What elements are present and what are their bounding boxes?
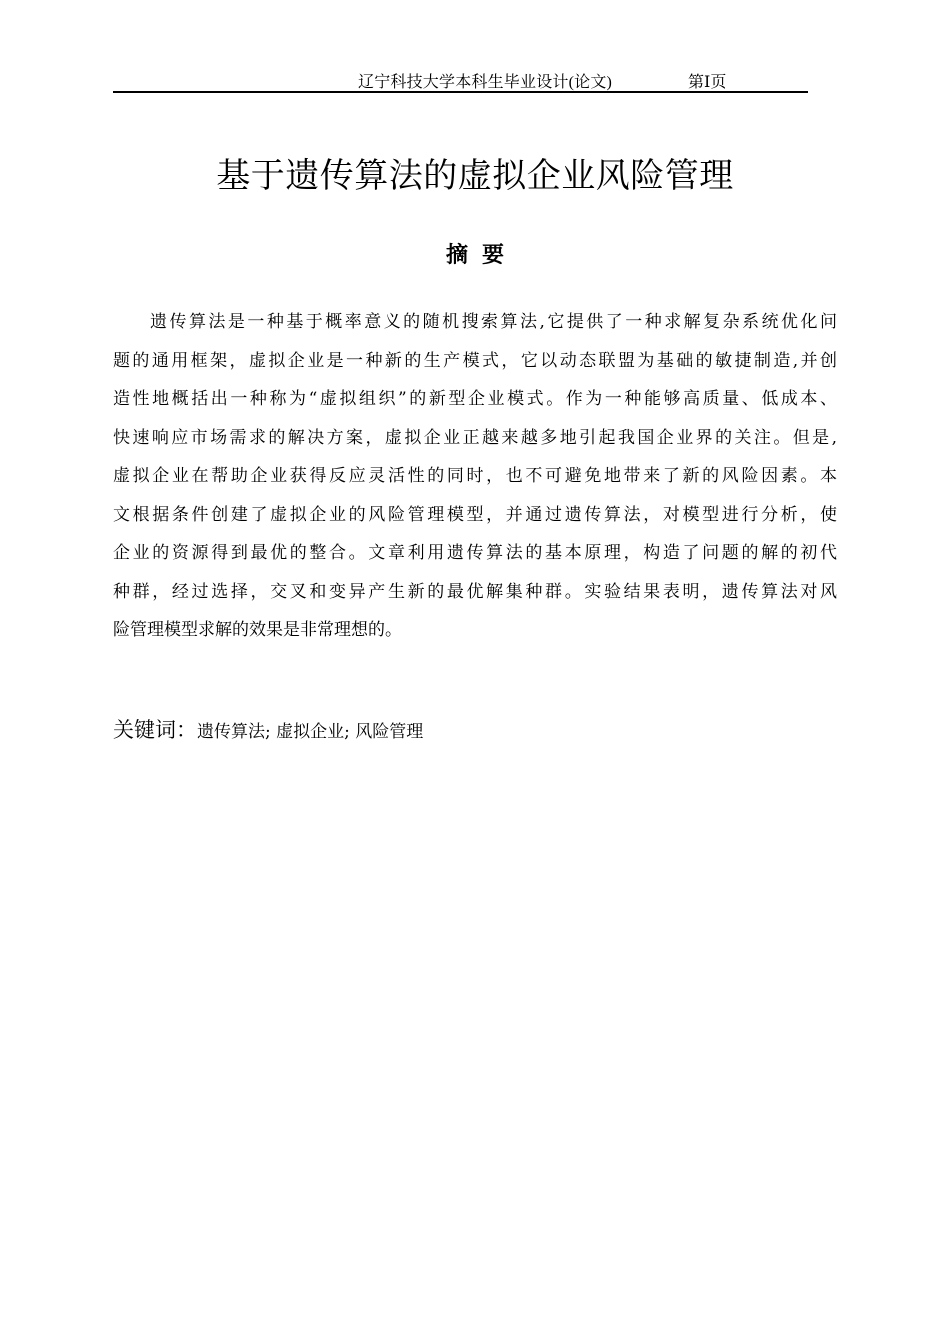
- document-title: 基于遗传算法的虚拟企业风险管理: [216, 156, 734, 196]
- keywords-value: 遗传算法; 虚拟企业; 风险管理: [197, 722, 424, 742]
- abstract-line: 险管理模型求解的效果是非常理想的。: [113, 620, 402, 640]
- header-title: 辽宁科技大学本科生毕业设计(论文): [358, 74, 613, 91]
- keywords: [113, 712, 423, 748]
- abstract-line: 遗传算法是一种基于概率意义的随机搜索算法,它提供了一种求解复杂系统优化问: [150, 312, 837, 332]
- abstract-body: [113, 303, 837, 650]
- page-header: [113, 66, 808, 92]
- header-rule: [113, 91, 808, 93]
- abstract-line: 企业的资源得到最优的整合。文章利用遗传算法的基本原理，构造了问题的解的初代: [113, 543, 837, 563]
- abstract-line: 快速响应市场需求的解决方案，虚拟企业正越来越多地引起我国企业界的关注。但是,: [113, 427, 837, 448]
- abstract-line: 题的通用框架，虚拟企业是一种新的生产模式，它以动态联盟为基础的敏捷制造,并创: [113, 350, 837, 371]
- abstract-line: 文根据条件创建了虚拟企业的风险管理模型，并通过遗传算法，对模型进行分析，使: [113, 504, 837, 525]
- header-page-number: 第Ⅰ页: [688, 74, 727, 91]
- keywords-label: 关键词：: [113, 718, 197, 742]
- abstract-line: 种群，经过选择，交叉和变异产生新的最优解集种群。实验结果表明，遗传算法对风: [113, 581, 837, 602]
- abstract-heading: 摘要: [445, 243, 518, 268]
- abstract-line: 虚拟企业在帮助企业获得反应灵活性的同时，也不可避免地带来了新的风险因素。本: [113, 466, 837, 486]
- abstract-line: 造性地概括出一种称为“虚拟组织”的新型企业模式。作为一种能够高质量、低成本、: [113, 389, 837, 409]
